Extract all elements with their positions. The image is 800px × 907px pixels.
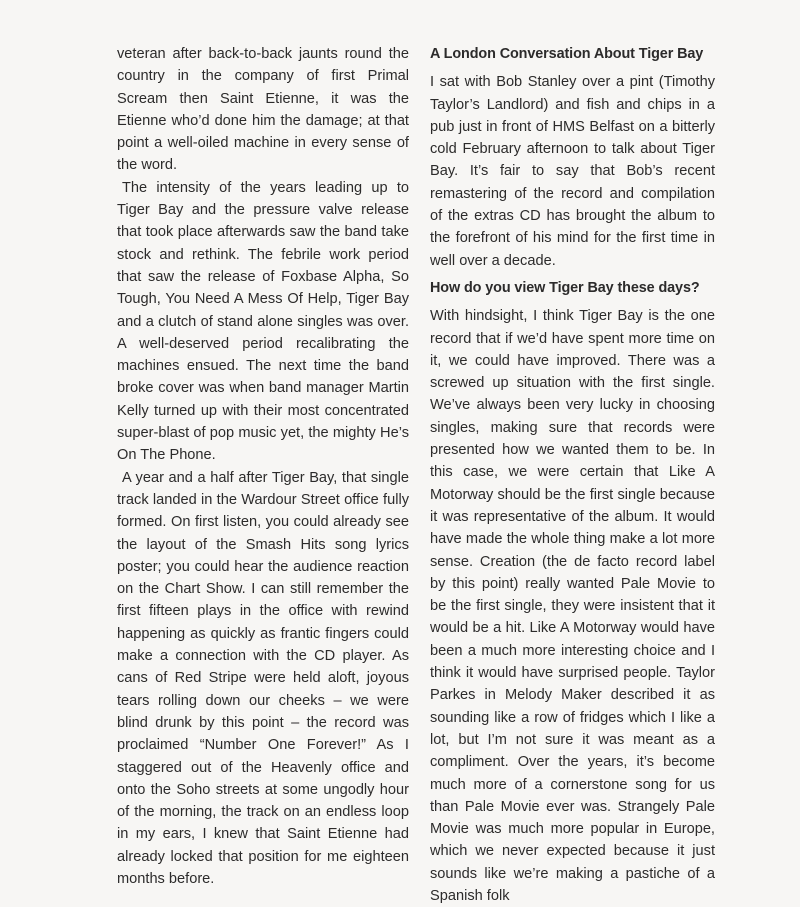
left-column (117, 43, 409, 890)
body-paragraph-3: A year and a half after Tiger Bay, that single track landed in the Wardour Street office fully formed. On first listen, you could already see the layout of the Smash Hits song lyrics poster; you could hear the audience reaction on the Chart Show. I can still remember the first fifteen plays in the office with rewind happening as quickly as frantic fingers could make a connection with the CD player. As cans of Red Stripe were held aloft, joyous tears rolling down our cheeks – we were blind drunk by this point – the record was proclaimed “Number One Forever!” As I staggered out of the Heavenly office and onto the Soho streets at some ungodly hour of the morning, the track on an endless loop in my ears, I knew that Saint Etienne had already locked that position for me eighteen months before. (117, 469, 409, 887)
answer-paragraph: With hindsight, I think Tiger Bay is the one record that if we’d have spent more time on it, we could have improved. There was a screwed up situation with the first single. We’ve always been very lucky in choosing singles, making sure that records were presented how we wanted them to be. In this case, we were certain that Like A Motorway should be the first single because it was representative of the album. It would have made the whole thing make a lot more sense. Creation (the de facto record label by this point) really wanted Pale Movie to be the first single, they were insistent that it would be a hit. Like A Motorway would have been a much more interesting choice and I think it would have surprised people. Taylor Parkes in Melody Maker described it as sounding like a row of fridges which I like a lot, but I’m not sure it was meant as a compliment. Over the years, it’s become much more of a cornerstone song for us than Pale Movie ever was. Strangely Pale Movie was much more popular in Europe, which we never expected because it just sounds like we’re making a pastiche of a Spanish folk (430, 308, 715, 904)
body-paragraph-1: veteran after back-to-back jaunts round the country in the company of first Primal Scream then Saint Etienne, it was the Etienne who’d done him the damage; at that point a well-oiled machine in every sense of the word. (117, 46, 409, 174)
intro-paragraph: I sat with Bob Stanley over a pint (Timothy Taylor’s Landlord) and fish and chips in a pub just in front of HMS Belfast on a bitterly cold February afternoon to talk about Tiger Bay. It’s fair to say that Bob’s recent remastering of the record and compilation of the extras CD has brought the album to the forefront of his mind for the first time in well over a decade. (430, 74, 715, 269)
body-paragraph-2: The intensity of the years leading up to Tiger Bay and the pressure valve release that took place afterwards saw the band take stock and rethink. The febrile work period that saw the release of Foxbase Alpha, So Tough, You Need A Mess Of Help, Tiger Bay and a clutch of stand alone singles was over. A well-deserved period recalibrating the machines ensued. The next time the band broke cover was when band manager Martin Kelly turned up with their most concentrated super-blast of pop music yet, the mighty He’s On The Phone. (117, 179, 409, 464)
question-heading: How do you view Tiger Bay these days? (430, 279, 700, 296)
right-column (430, 43, 715, 907)
section-heading: A London Conversation About Tiger Bay (430, 46, 704, 62)
